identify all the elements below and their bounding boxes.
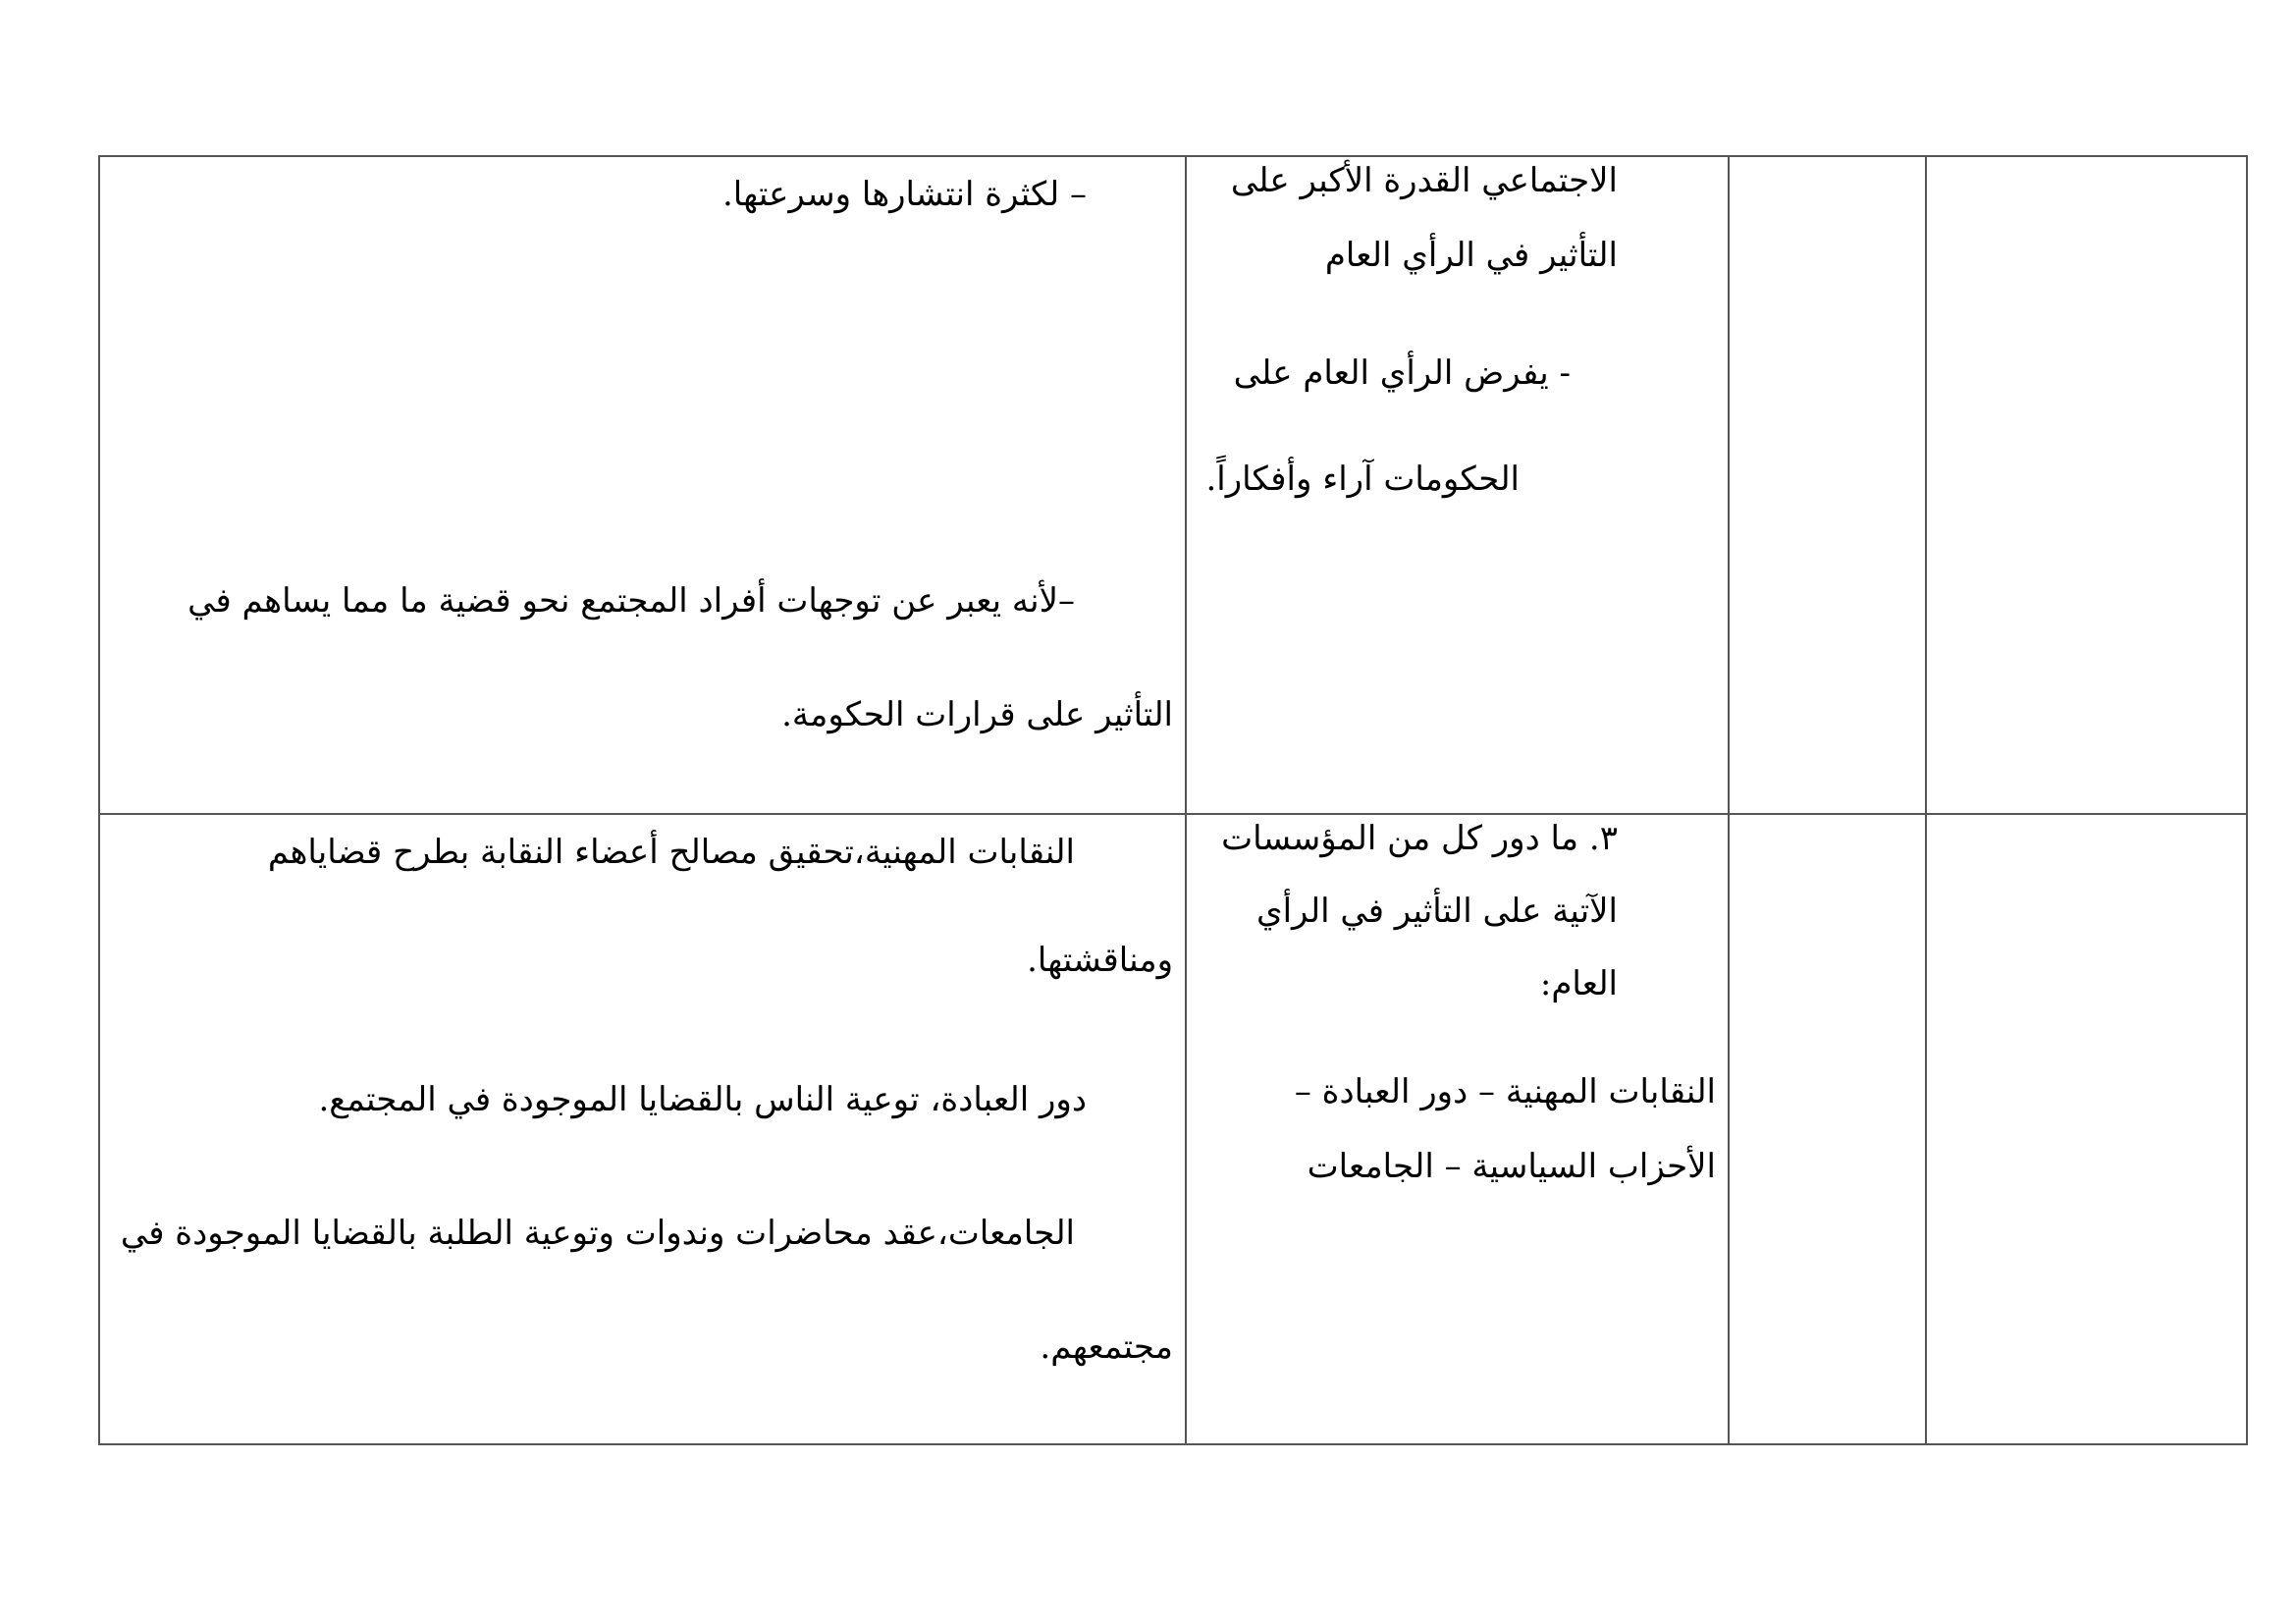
table-row — [99, 156, 2247, 814]
question-cell — [1186, 814, 1729, 1444]
question-line: النقابات المهنية – دور العبادة – — [1294, 1072, 1716, 1111]
answer-line: – لكثرة انتشارها وسرعتها. — [721, 175, 1087, 214]
content-table — [98, 155, 2248, 1445]
answer-line: ومناقشتها. — [1027, 941, 1173, 980]
question-line: الأحزاب السياسية – الجامعات — [1307, 1147, 1716, 1186]
question-line: ٣. ما دور كل من المؤسسات — [1221, 819, 1618, 858]
answer-cell — [99, 814, 1186, 1444]
empty-cell — [1926, 814, 2247, 1444]
question-cell — [1186, 156, 1729, 814]
question-line: الاجتماعي القدرة الأكبر على — [1230, 161, 1618, 200]
answer-line: دور العبادة، توعية الناس بالقضايا الموجودة في المجتمع. — [318, 1080, 1087, 1119]
answer-line: النقابات المهنية،تحقيق مصالح أعضاء النقابة بطرح قضاياهم — [267, 833, 1075, 872]
answer-line: التأثير على قرارات الحكومة. — [781, 695, 1173, 734]
question-line: الحكومات آراء وأفكاراً. — [1205, 460, 1520, 499]
question-line: - يفرض الرأي العام على — [1233, 353, 1571, 393]
question-line: العام: — [1539, 964, 1618, 1003]
answer-cell — [99, 156, 1186, 814]
answer-line: –لأنه يعبر عن توجهات أفراد المجتمع نحو قضية ما مما يساهم في — [187, 581, 1075, 621]
empty-cell — [1729, 814, 1926, 1444]
empty-cell — [1729, 156, 1926, 814]
question-line: التأثير في الرأي العام — [1324, 236, 1618, 275]
table-row — [99, 814, 2247, 1444]
question-line: الآتية على التأثير في الرأي — [1255, 892, 1618, 931]
empty-cell — [1926, 156, 2247, 814]
answer-line: مجتمعهم. — [1040, 1327, 1173, 1367]
answer-line: الجامعات،عقد محاضرات وندوات وتوعية الطلبة بالقضايا الموجودة في — [120, 1214, 1075, 1253]
